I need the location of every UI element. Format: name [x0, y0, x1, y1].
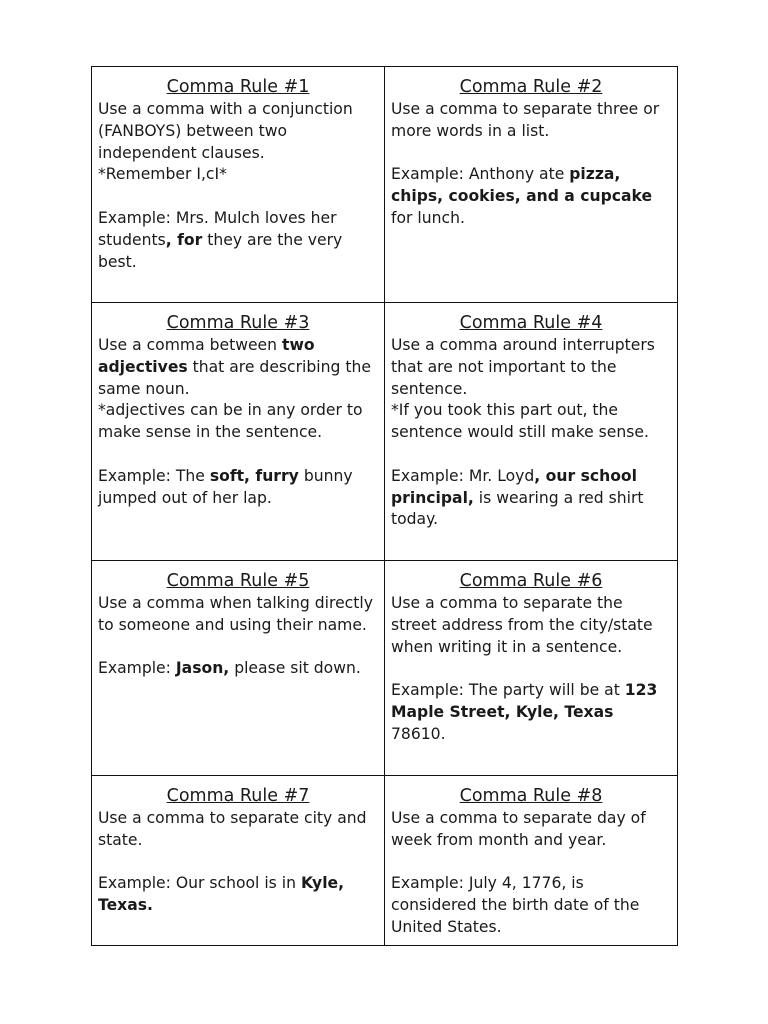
rule-description [98, 400, 378, 444]
rule-title: Comma Rule #2 [459, 77, 603, 97]
table-row [92, 561, 678, 776]
text-span: please sit down. [229, 659, 361, 678]
text-span: Example: The [98, 466, 210, 485]
bold-text: two adjectives [98, 336, 315, 376]
text-span: Example: Anthony ate [391, 165, 570, 184]
rule-body [98, 593, 378, 680]
rule-description: Use a comma with a conjunction (FANBOYS) between two independent clauses. [98, 100, 353, 162]
table-row [92, 303, 678, 561]
bold-text: , for [165, 230, 203, 249]
rule-card [385, 303, 678, 561]
rule-body [391, 335, 671, 531]
comma-rules-table [91, 66, 678, 946]
rule-example [98, 658, 378, 680]
rule-card [92, 303, 385, 561]
bold-text: pizza, chips, cookies, and a cupcake [391, 165, 653, 206]
rule-example [391, 680, 671, 745]
text-span: they are the very best. [98, 230, 343, 271]
rule-description: Use a comma to separate day of week from month and year. [391, 809, 646, 849]
rule-example [98, 466, 378, 510]
text-span: Example: The party will be at [391, 681, 625, 700]
table-row [92, 776, 678, 946]
rule-example [98, 208, 378, 273]
rule-body [98, 808, 378, 917]
rule-description: *If you took this part out, the sentence would still make sense. [391, 401, 649, 442]
rule-description: Use a comma when talking directly to someone and using their name. [98, 594, 373, 634]
rule-card [92, 776, 385, 946]
text-span: Example: [98, 659, 176, 678]
text-span: Example: Our school is in [98, 874, 301, 893]
rule-description: *Remember I,cI* [98, 165, 227, 184]
bold-text: Kyle, Texas. [98, 874, 345, 915]
rule-card [385, 561, 678, 776]
rule-title: Comma Rule #4 [459, 313, 603, 333]
table-row [92, 67, 678, 303]
rule-title: Comma Rule #1 [166, 77, 310, 97]
rule-description [98, 335, 378, 400]
rule-example [98, 873, 378, 917]
rule-title: Comma Rule #3 [166, 313, 310, 333]
rule-description: Use a comma around interrupters that are not important to the sentence. [391, 336, 655, 398]
rule-example [391, 466, 671, 531]
text-span: bunny jumped out of her lap. [98, 466, 353, 507]
text-span: Example: Mrs. Mulch loves her students [98, 208, 337, 249]
text-span: 78610. [391, 724, 446, 743]
text-span: is wearing a red shirt today. [391, 488, 644, 529]
text-span: for lunch. [391, 208, 465, 227]
rule-body [391, 593, 671, 746]
rule-body [391, 808, 671, 939]
rule-title: Comma Rule #8 [459, 786, 603, 806]
rule-description: Use a comma to separate city and state. [98, 809, 367, 849]
bold-text: , our school principal, [391, 466, 637, 507]
rule-title: Comma Rule #7 [166, 786, 310, 806]
rule-title: Comma Rule #5 [166, 571, 310, 591]
bold-text: Jason, [175, 659, 230, 678]
rule-example [391, 873, 671, 938]
rule-title: Comma Rule #6 [459, 571, 603, 591]
rule-body [98, 335, 378, 509]
rule-card [92, 67, 385, 303]
text-span: that are describing the same noun. [98, 357, 371, 398]
bold-text: 123 Maple Street, Kyle, Texas [391, 681, 658, 721]
rule-card [385, 776, 678, 946]
rule-card [92, 561, 385, 776]
rule-card [385, 67, 678, 303]
rule-body [391, 99, 671, 230]
text-span: Use a comma between [98, 336, 282, 354]
text-span: Example: Mr. Loyd [391, 466, 535, 485]
bold-text: soft, furry [209, 466, 299, 485]
text-span: Example: July 4, 1776, is considered the birth date of the United States. [391, 874, 640, 936]
rule-description: Use a comma to separate three or more words in a list. [391, 100, 660, 140]
text-span: *adjectives can be in any order to make sense in the sentence. [98, 401, 363, 442]
rule-example [391, 164, 671, 229]
rule-description: Use a comma to separate the street address from the city/state when writing it in a sentence. [391, 594, 653, 656]
rule-body [98, 99, 378, 273]
